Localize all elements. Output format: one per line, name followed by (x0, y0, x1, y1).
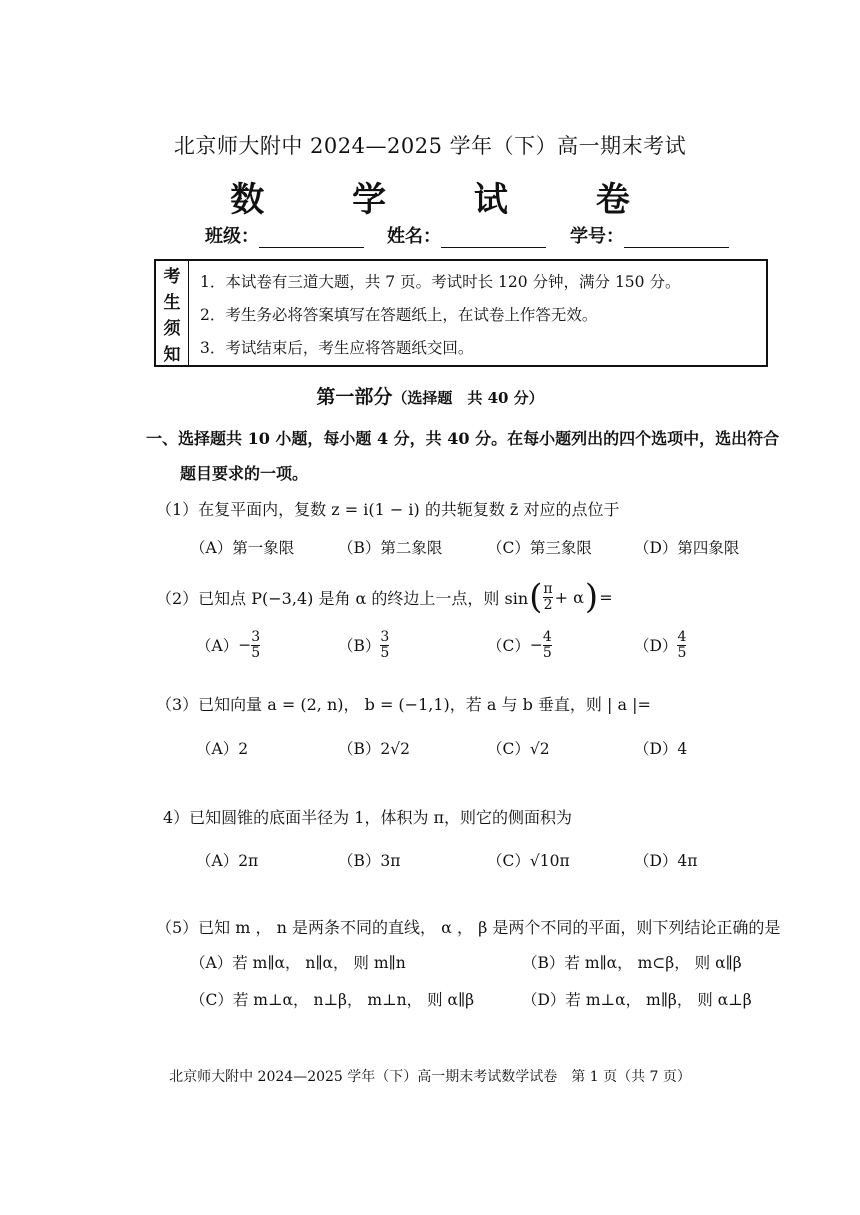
question-4-option-d: （D）4π (634, 852, 698, 870)
question-1-option-a: （A）第一象限 (190, 539, 295, 557)
question-1-stem: （1）在复平面内，复数 z = i(1 − i) 的共轭复数 z̄ 对应的点位于 (156, 500, 620, 519)
subject-title (0, 172, 860, 221)
question-5-stem: （5）已知 m ， n 是两条不同的直线， α ， β 是两个不同的平面，则下列结论正确的是 (156, 918, 781, 937)
question-2-option-d (634, 630, 686, 660)
notice-item: 2．考生务必将答案填写在答题纸上，在试卷上作答无效。 (200, 306, 598, 324)
fraction-denominator: 2 (543, 596, 553, 613)
notice-box (154, 259, 768, 367)
question-1-option-b: （B）第二象限 (338, 539, 443, 557)
name-field (387, 222, 546, 248)
notice-item: 3．考试结束后，考生应将答题纸交回。 (200, 339, 474, 357)
left-paren: ( (529, 577, 543, 617)
fraction-numerator: 3 (380, 629, 390, 645)
notice-label-char: 考 (163, 266, 181, 287)
option-fraction (251, 630, 260, 660)
question-3-option-a: （A）2 (196, 740, 249, 758)
class-field (205, 222, 364, 248)
instructions-line-2: 题目要求的一项。 (180, 464, 309, 483)
question-1-option-c: （C）第三象限 (487, 539, 592, 557)
question-2-option-b (338, 630, 389, 660)
notice-item: 1．本试卷有三道大题，共 7 页。考试时长 120 分钟，满分 150 分。 (200, 273, 681, 291)
option-label: （A） (196, 637, 239, 656)
question-5-option-d: （D）若 m⊥α， m∥β， 则 α⊥β (522, 991, 752, 1009)
option-fraction (677, 630, 686, 660)
question-2-stem-c: = (599, 587, 613, 607)
question-5-option-c: （C）若 m⊥α， n⊥β， m⊥n， 则 α∥β (190, 991, 475, 1009)
option-label: （D） (634, 637, 678, 656)
fraction-denominator: 5 (542, 644, 552, 661)
question-4-option-c: （C）√10π (487, 852, 570, 870)
option-fraction (543, 630, 552, 660)
question-2-fraction (543, 582, 552, 612)
fraction-denominator: 5 (251, 644, 261, 661)
right-paren: ) (584, 577, 599, 617)
option-label: （C） (487, 637, 530, 656)
question-5-option-a: （A）若 m∥α， n∥α， 则 m∥n (190, 954, 406, 972)
fraction-numerator: 3 (251, 629, 261, 645)
section-title (0, 382, 860, 409)
question-3-option-d: （D）4 (634, 740, 688, 758)
exam-title: 北京师大附中 2024—2025 学年（下）高一期末考试 (173, 134, 687, 158)
fraction-numerator: 4 (542, 629, 552, 645)
name-label: 姓名： (387, 226, 441, 247)
class-label: 班级： (205, 226, 259, 247)
question-4-option-b: （B）3π (338, 852, 401, 870)
question-4-stem: 4）已知圆锥的底面半径为 1，体积为 π，则它的侧面积为 (163, 808, 573, 827)
question-3-option-b: （B）2√2 (338, 740, 410, 758)
question-5-option-b: （B）若 m∥α， m⊂β， 则 α∥β (522, 954, 742, 972)
question-4-option-a: （A）2π (196, 852, 259, 870)
fraction-numerator: 4 (677, 629, 687, 645)
option-fraction (380, 630, 389, 660)
fraction-denominator: 5 (677, 644, 687, 661)
option-label: （B） (338, 637, 381, 656)
question-2-stem (156, 577, 613, 617)
id-field (570, 222, 729, 248)
notice-label-char: 知 (163, 344, 181, 365)
question-3-stem: （3）已知向量 a = (2, n)， b = (−1,1)，若 a 与 b 垂直，则 | a |= (156, 695, 651, 714)
option-sign: − (238, 636, 252, 655)
section-title-sub: （选择题 共 40 分） (392, 389, 544, 407)
question-2-stem-a: （2）已知点 P(−3,4) 是角 α 的终边上一点，则 sin (156, 588, 529, 608)
page-footer: 北京师大附中 2024—2025 学年（下）高一期末考试数学试卷 第 1 页（共 7 页） (169, 1069, 691, 1085)
notice-label-char: 须 (163, 318, 181, 339)
instructions-line-1: 一、选择题共 10 小题，每小题 4 分，共 40 分。在每小题列出的四个选项中，选出符合 (146, 429, 780, 448)
id-blank[interactable] (624, 229, 729, 248)
class-blank[interactable] (259, 229, 364, 248)
question-2-option-a (196, 630, 260, 660)
option-sign: − (529, 636, 543, 655)
name-blank[interactable] (441, 229, 546, 248)
question-3-option-c: （C）√2 (487, 740, 550, 758)
fraction-denominator: 5 (380, 644, 390, 661)
notice-label (156, 261, 189, 365)
section-title-main: 第一部分 (316, 386, 393, 408)
id-label: 学号： (570, 226, 624, 247)
question-2-option-c (487, 630, 552, 660)
question-2-stem-b: + α (554, 587, 584, 607)
question-1-option-d: （D）第四象限 (634, 539, 740, 557)
notice-label-char: 生 (163, 292, 181, 313)
subject-title-text: 数 学 试 卷 (230, 180, 668, 220)
fraction-numerator: π (543, 580, 553, 597)
